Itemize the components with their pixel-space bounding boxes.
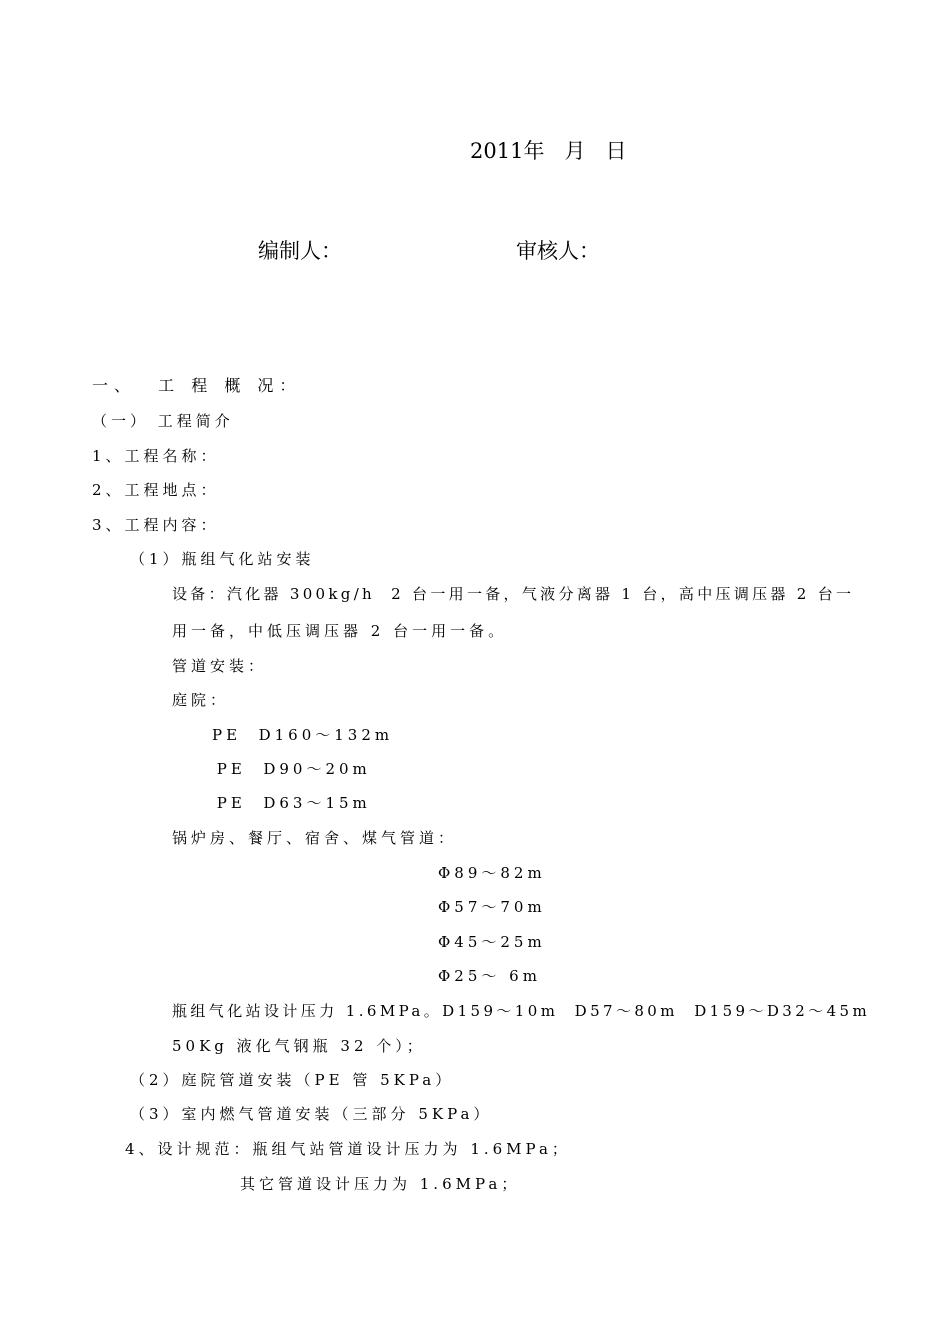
design-pressure-line-1: 瓶组气化站设计压力 1.6MPa。D159～10m D57～80m D159～D32～45m	[172, 1002, 871, 1020]
pe-pipe-item: PE D160～132m	[212, 726, 394, 744]
design-spec-item: 4、设计规范：瓶组气站管道设计压力为 1.6MPa；	[125, 1140, 571, 1158]
steel-pipe-item: Φ89～82m	[438, 864, 546, 882]
steel-pipe-item: Φ45～25m	[438, 933, 546, 951]
subsection-title: （一） 工程简介	[92, 412, 234, 430]
yard-label: 庭院：	[172, 691, 230, 709]
part1-title: （1）瓶组气化站安装	[130, 550, 315, 568]
steel-pipe-item: Φ57～70m	[438, 898, 546, 916]
pe-pipe-item: PE D63～15m	[208, 794, 371, 812]
equipment-line-2: 用一备，中低压调压器 2 台一用一备。	[172, 622, 508, 640]
design-pressure-line-2: 50Kg 液化气钢瓶 32 个）；	[172, 1037, 426, 1055]
project-location-item: 2、工程地点：	[92, 481, 220, 499]
pe-pipe-item: PE D90～20m	[208, 760, 371, 778]
project-name-item: 1、工程名称：	[92, 447, 220, 465]
compiler-label: 编制人：	[258, 239, 342, 263]
boiler-room-line: 锅炉房、餐厅、宿舍、煤气管道：	[172, 829, 458, 847]
part2-title: （2）庭院管道安装（PE 管 5KPa）	[130, 1071, 455, 1089]
pipe-install-label: 管道安装：	[172, 657, 268, 675]
project-content-item: 3、工程内容：	[92, 516, 220, 534]
steel-pipe-item: Φ25～ 6m	[438, 967, 541, 985]
reviewer-label: 审核人：	[516, 239, 600, 263]
equipment-line-1: 设备：汽化器 300kg/h 2 台一用一备，气液分离器 1 台，高中压调压器 2 台一	[172, 585, 855, 603]
date-line: 2011年 月 日	[470, 139, 627, 163]
design-spec-continuation: 其它管道设计压力为 1.6MPa；	[240, 1175, 521, 1193]
part3-title: （3）室内燃气管道安装（三部分 5KPa）	[130, 1105, 493, 1123]
section-title: 一、 工 程 概 况：	[92, 376, 302, 395]
